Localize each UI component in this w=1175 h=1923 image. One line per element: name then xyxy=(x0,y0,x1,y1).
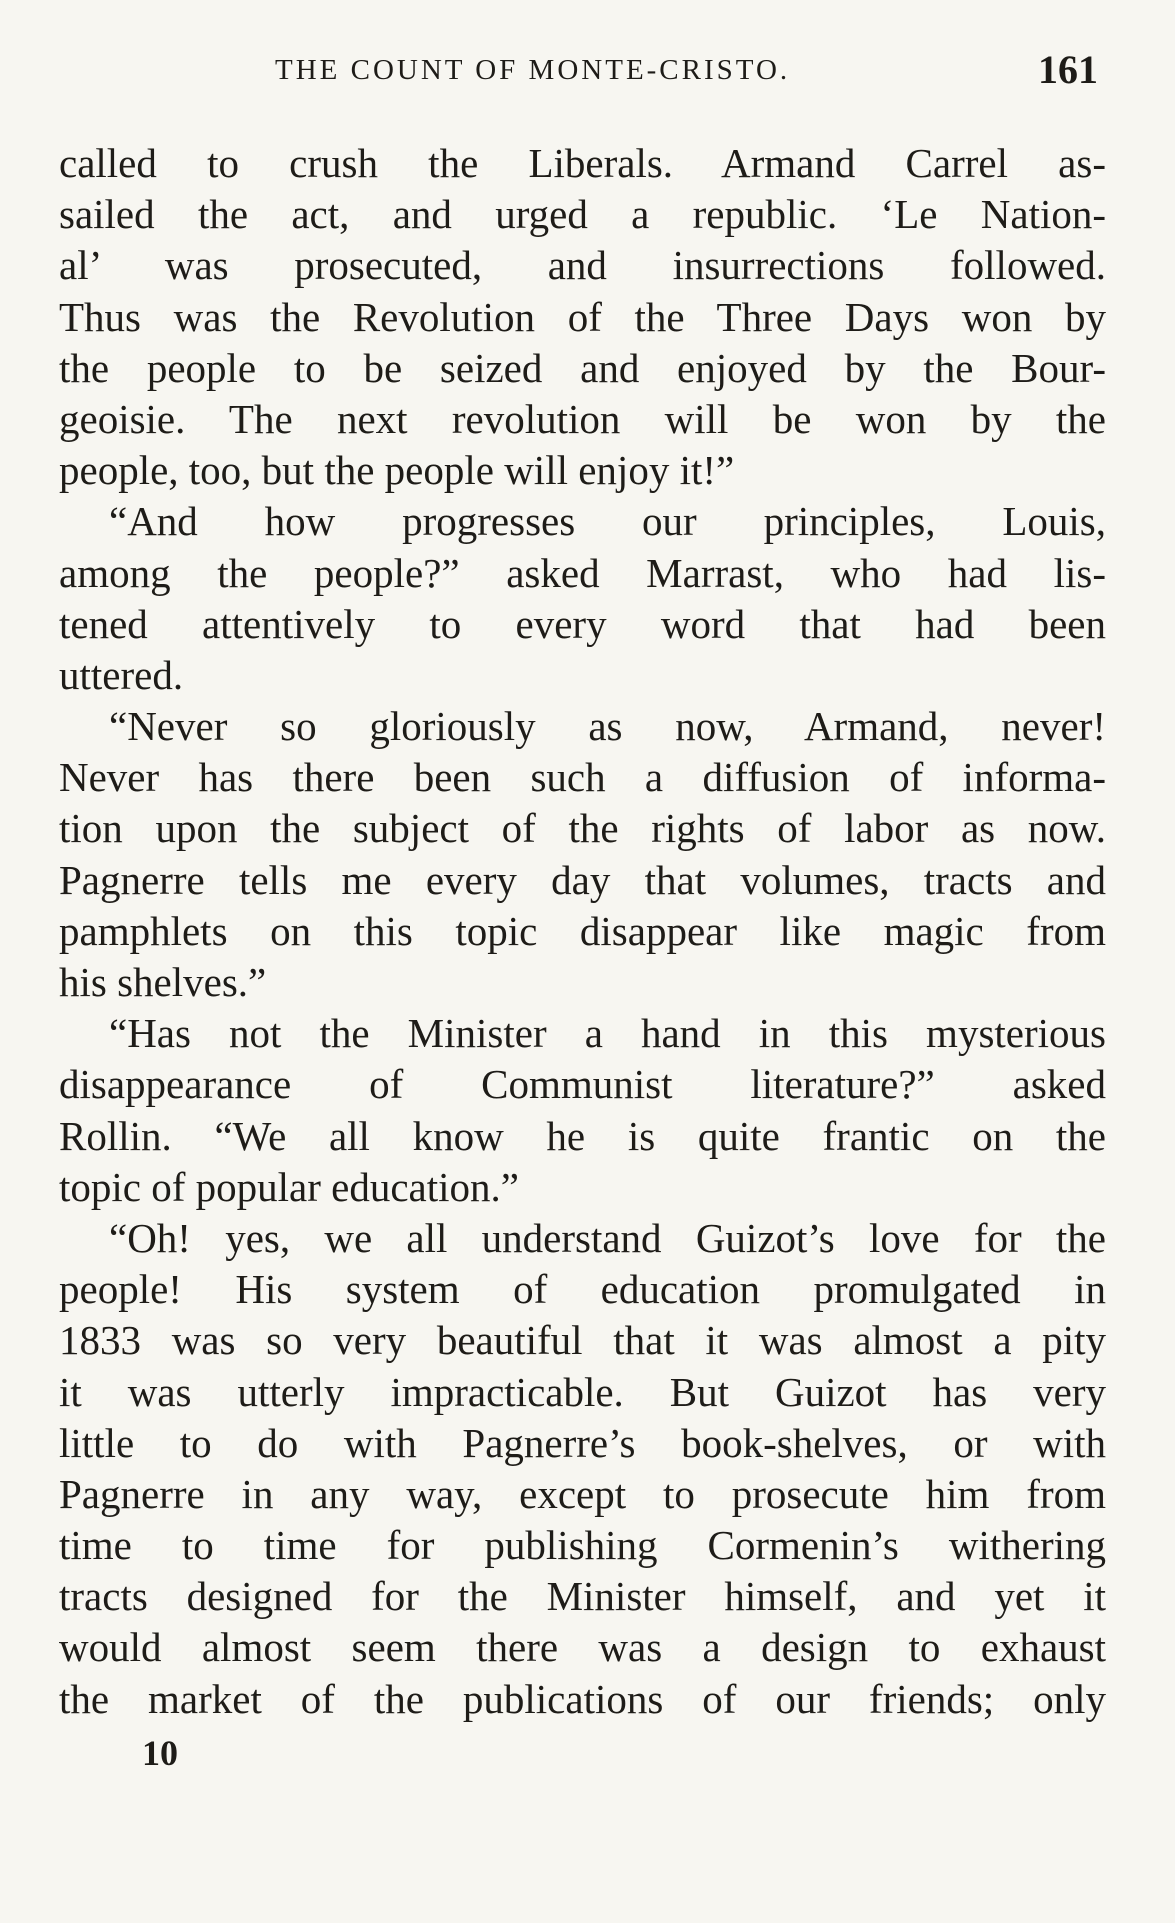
text-line: the people to be seized and enjoyed by the Bour- xyxy=(59,344,1106,391)
text-line: tracts designed for the Minister himself, and yet it xyxy=(59,1573,1106,1620)
text-line: people! His system of education promulgated in xyxy=(59,1266,1106,1313)
text-line: sailed the act, and urged a republic. ‘Le Nation- xyxy=(59,191,1106,238)
text-line: time to time for publishing Cormenin’s withering xyxy=(59,1522,1106,1569)
text-line: Rollin. “We all know he is quite frantic on the xyxy=(59,1112,1106,1159)
text-line: Thus was the Revolution of the Three Days won by xyxy=(59,293,1106,340)
page-number: 161 xyxy=(1038,47,1098,92)
signature-mark: 10 xyxy=(142,1733,178,1773)
page-header xyxy=(0,46,1175,96)
text-line: little to do with Pagnerre’s book-shelves, or with xyxy=(59,1419,1106,1466)
text-line: Pagnerre tells me every day that volumes, tracts and xyxy=(59,856,1106,903)
text-line: Never has there been such a diffusion of informa- xyxy=(59,754,1106,801)
text-line: al’ was prosecuted, and insurrections followed. xyxy=(59,242,1106,289)
text-line: uttered. xyxy=(59,651,184,698)
text-line: “And how progresses our principles, Louis, xyxy=(109,498,1106,545)
text-line: “Never so gloriously as now, Armand, never! xyxy=(109,703,1106,750)
text-line: tion upon the subject of the rights of labor as now. xyxy=(59,805,1106,852)
text-line: “Oh! yes, we all understand Guizot’s love for the xyxy=(109,1214,1106,1261)
text-line: pamphlets on this topic disappear like magic from xyxy=(59,907,1106,954)
text-line: Pagnerre in any way, except to prosecute him from xyxy=(59,1470,1106,1517)
text-line: the market of the publications of our friends; only xyxy=(59,1675,1106,1722)
text-line: 1833 was so very beautiful that it was almost a pity xyxy=(59,1317,1106,1364)
text-line: disappearance of Communist literature?” asked xyxy=(59,1061,1106,1108)
text-line: topic of popular education.” xyxy=(59,1163,519,1210)
text-line: among the people?” asked Marrast, who had lis- xyxy=(59,549,1106,596)
text-line: called to crush the Liberals. Armand Carrel as- xyxy=(59,140,1106,186)
body-text xyxy=(59,138,1106,1725)
text-line: “Has not the Minister a hand in this mysterious xyxy=(109,1010,1106,1057)
text-line: his shelves.” xyxy=(59,959,267,1005)
running-title: THE COUNT OF MONTE-CRISTO. xyxy=(275,54,791,86)
text-line: would almost seem there was a design to exhaust xyxy=(59,1624,1106,1671)
text-line: it was utterly impracticable. But Guizot has very xyxy=(59,1368,1106,1415)
text-line: people, too, but the people will enjoy it!” xyxy=(59,447,735,494)
text-line: tened attentively to every word that had been xyxy=(59,600,1106,647)
text-line: geoisie. The next revolution will be won by the xyxy=(59,395,1106,442)
